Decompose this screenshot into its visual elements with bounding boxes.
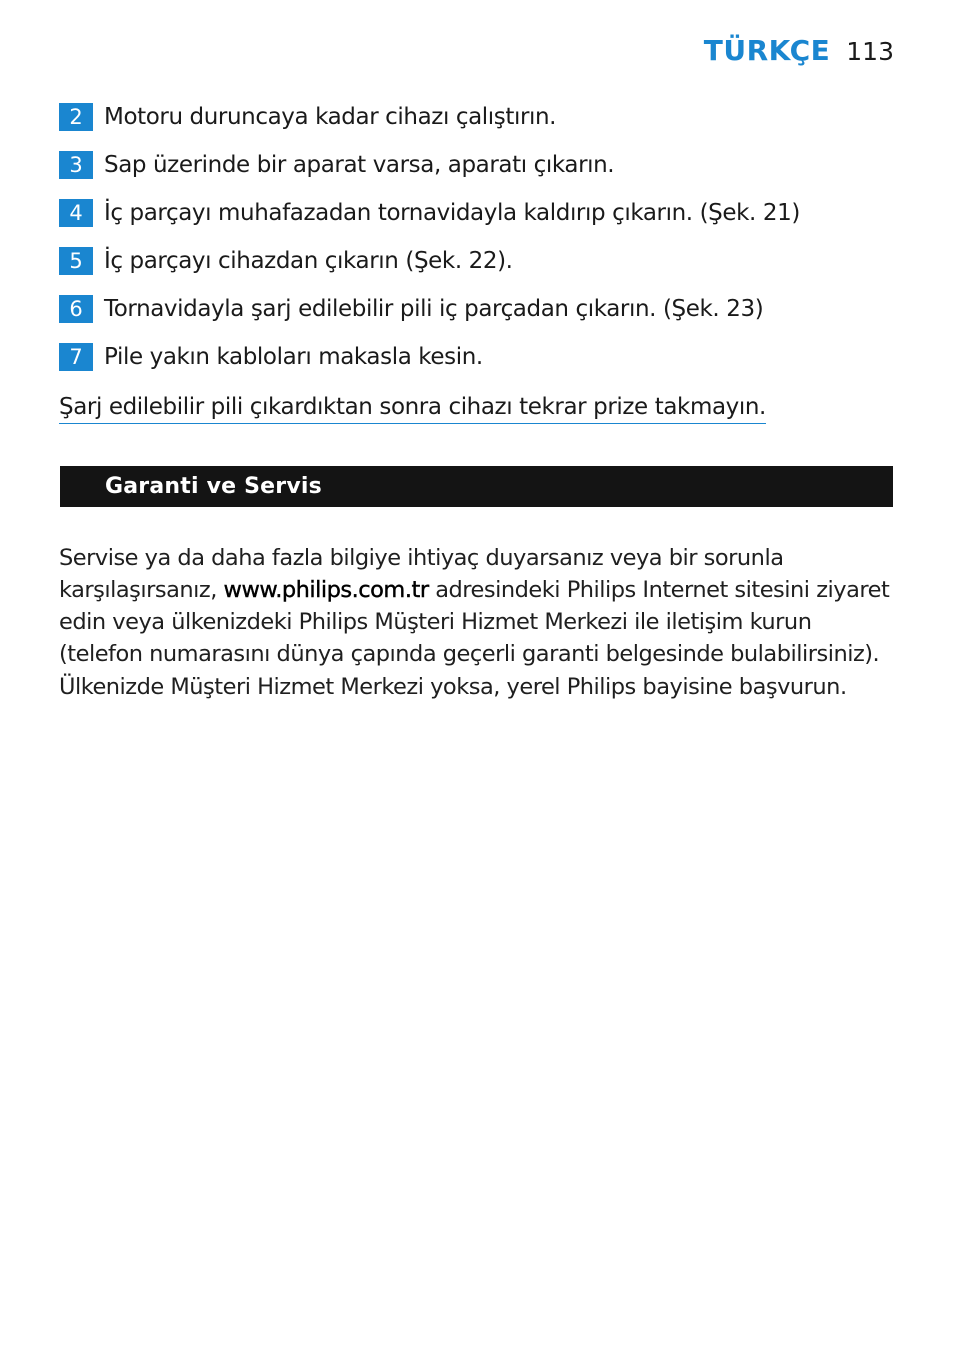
step-text: Tornavidayla şarj edilebilir pili iç parçadan çıkarın. (Şek. 23) xyxy=(104,296,764,322)
step-item xyxy=(59,295,899,323)
page-header xyxy=(704,34,894,67)
body-text-before: Servise ya da daha fazla bilgiye ihtiyaç duyarsanız veya bir sorunla karşılaşırsanız, xyxy=(59,544,784,603)
step-text: İç parçayı muhafazadan tornavidayla kaldırıp çıkarın. (Şek. 21) xyxy=(104,200,800,226)
step-number-badge: 3 xyxy=(59,151,93,179)
step-item xyxy=(59,199,899,227)
step-number-badge: 2 xyxy=(59,103,93,131)
step-text: Pile yakın kabloları makasla kesin. xyxy=(104,344,483,370)
section-title: Garanti ve Servis xyxy=(105,474,322,499)
page-number: 113 xyxy=(846,37,894,66)
step-item xyxy=(59,103,899,131)
warning-note: Şarj edilebilir pili çıkardıktan sonra cihazı tekrar prize takmayın. xyxy=(59,392,766,424)
step-item xyxy=(59,247,899,275)
step-item xyxy=(59,151,899,179)
step-list xyxy=(59,103,899,391)
body-text-after: adresindeki Philips Internet sitesini ziyaret edin veya ülkenizdeki Philips Müşteri Hizmet Merkezi ile iletişim kurun (telefon numarasını dünya çapında geçerli garanti belgesinde bulabilirsiniz). Ülkenizde Müşteri Hizmet Merkezi yoksa, yerel Philips bayisine başvurun. xyxy=(59,576,890,700)
section-header-bar xyxy=(60,466,893,507)
language-label: TÜRKÇE xyxy=(703,34,831,67)
step-text: Sap üzerinde bir aparat varsa, aparatı çıkarın. xyxy=(104,152,615,178)
step-number-badge: 5 xyxy=(59,247,93,275)
step-text: Motoru duruncaya kadar cihazı çalıştırın. xyxy=(104,104,557,130)
step-number-badge: 7 xyxy=(59,343,93,371)
website-link[interactable]: www.philips.com.tr xyxy=(223,576,429,603)
step-text: İç parçayı cihazdan çıkarın (Şek. 22). xyxy=(104,248,513,274)
section-body xyxy=(59,542,894,703)
step-number-badge: 6 xyxy=(59,295,93,323)
step-item xyxy=(59,343,899,371)
step-number-badge: 4 xyxy=(59,199,93,227)
